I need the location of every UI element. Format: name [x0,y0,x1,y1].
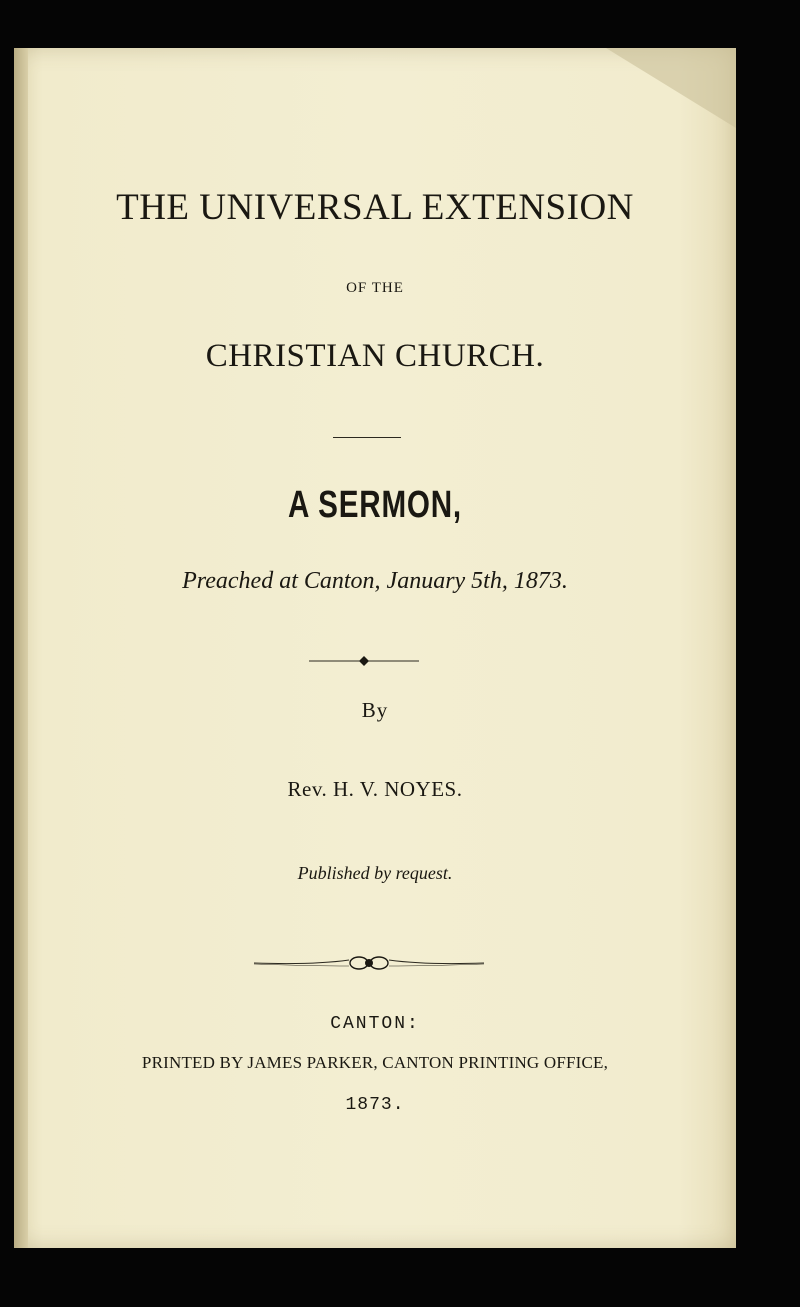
page-corner-shadow [606,48,736,128]
imprint-place: CANTON: [330,1014,420,1034]
title-line-2: OF THE [346,280,404,296]
scroll-ornament [254,951,484,975]
title-page [14,48,736,1248]
title-line-1: THE UNIVERSAL EXTENSION [116,187,634,228]
preached-line: Preached at Canton, January 5th, 1873. [182,568,568,594]
title-line-3: CHRISTIAN CHURCH. [205,338,545,374]
published-line: Published by request. [297,863,453,883]
diamond-rule-ornament [309,654,419,668]
author-line: Rev. H. V. NOYES. [287,777,463,801]
divider-rule [333,437,401,438]
imprint-year: 1873. [345,1095,405,1115]
imprint-printer: PRINTED BY JAMES PARKER, CANTON PRINTING OFFICE, [141,1053,609,1072]
by-line: By [361,698,389,722]
sermon-heading: A SERMON, [288,484,462,526]
